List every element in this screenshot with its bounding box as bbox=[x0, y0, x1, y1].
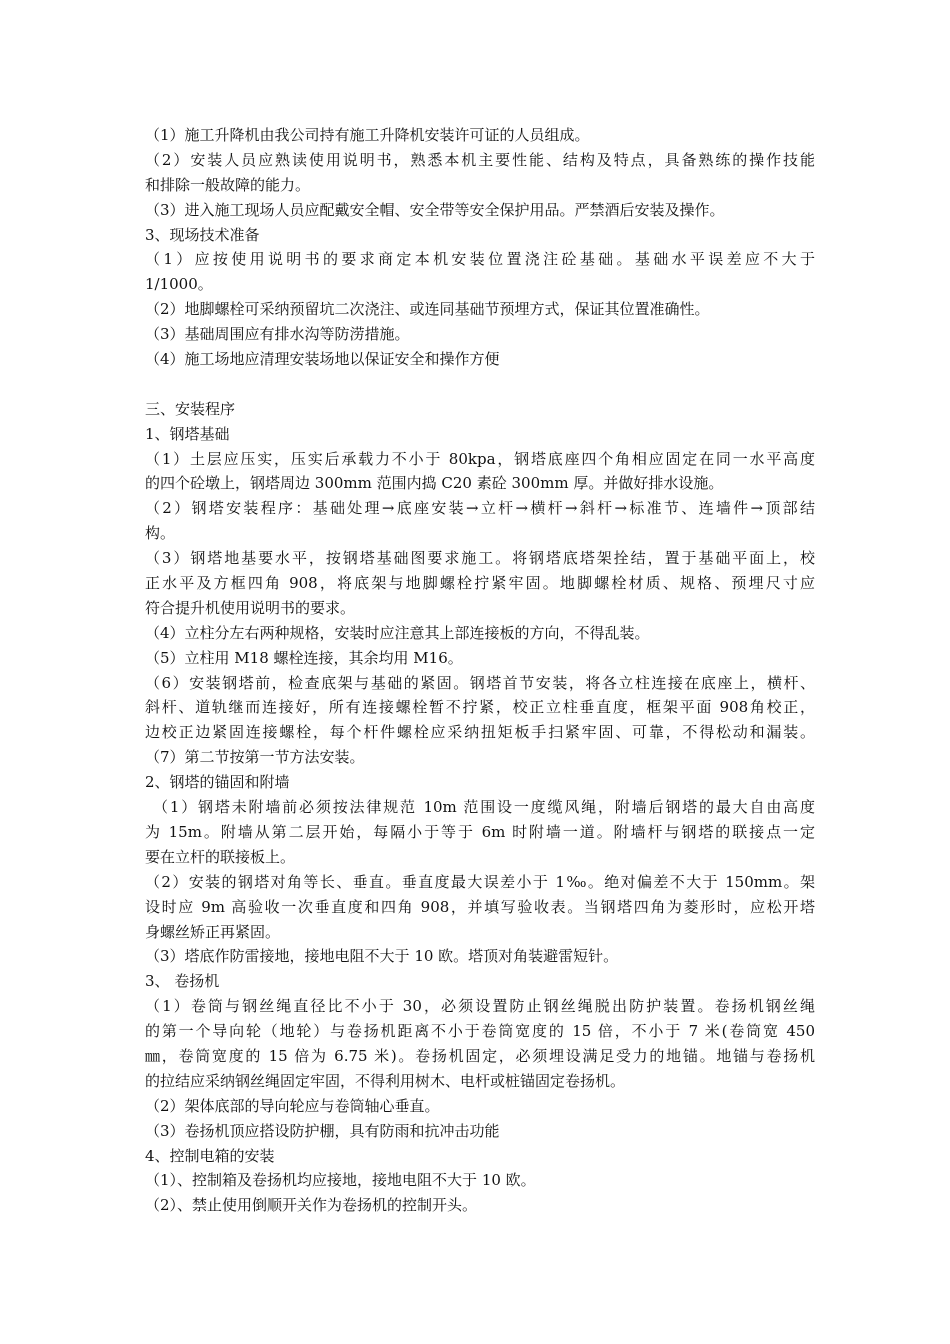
text-line: （3）塔底作防雷接地，接地电阻不大于 10 欧。塔顶对角装避雷短针。 bbox=[145, 947, 619, 966]
text-line: （7）第二节按第一节方法安装。 bbox=[145, 748, 365, 767]
text-line: 的四个砼墩上，钢塔周边 300mm 范围内捣 C20 素砼 300mm 厚。并做好排水设施。 bbox=[145, 474, 724, 493]
text-line: 2、钢塔的锚固和附墙 bbox=[145, 773, 290, 792]
text-line: （1）应按使用说明书的要求商定本机安装位置浇注砼基础。基础水平误差应不大于 bbox=[145, 250, 815, 269]
text-line: （5）立柱用 M18 螺栓连接，其余均用 M16。 bbox=[145, 648, 463, 667]
text-line: 正水平及方框四角 908，将底架与地脚螺栓拧紧牢固。地脚螺栓材质、规格、预埋尺寸应 bbox=[145, 574, 815, 593]
text-line: （1）、控制箱及卷扬机均应接地，接地电阻不大于 10 欧。 bbox=[145, 1171, 536, 1190]
text-line: 的拉结应采纳钢丝绳固定牢固，不得利用树木、电杆或桩锚固定卷扬机。 bbox=[145, 1071, 626, 1090]
text-line: 1、钢塔基础 bbox=[145, 424, 230, 443]
text-line: （3）基础周围应有排水沟等防涝措施。 bbox=[145, 325, 410, 344]
text-line: （6）安装钢塔前，检查底架与基础的紧固。钢塔首节安装，将各立柱连接在底座上，横杆、 bbox=[145, 673, 815, 692]
text-line: （2）、禁止使用倒顺开关作为卷扬机的控制开头。 bbox=[145, 1196, 478, 1215]
text-line: （2）架体底部的导向轮应与卷筒轴心垂直。 bbox=[145, 1096, 440, 1115]
text-line: （1）土层应压实，压实后承载力不小于 80kpa，钢塔底座四个角相应固定在同一水平高度 bbox=[145, 449, 815, 468]
text-line: （2）地脚螺栓可采纳预留坑二次浇注、或连同基础节预埋方式，保证其位置准确性。 bbox=[145, 300, 710, 319]
text-line: （3）卷扬机顶应搭设防护棚，具有防雨和抗冲击功能 bbox=[145, 1121, 500, 1140]
text-line: 三、安装程序 bbox=[145, 399, 236, 418]
text-line: 身螺丝矫正再紧固。 bbox=[145, 922, 281, 941]
text-line: （2）安装的钢塔对角等长、垂直。垂直度最大误差小于 1‰。绝对偏差不大于 150mm。架 bbox=[145, 872, 815, 891]
text-line: 斜杆、道轨继而连接好，所有连接螺栓暂不拧紧，校正立柱垂直度，框架平面 908角校正， bbox=[145, 698, 815, 717]
text-line: 为 15m。附墙从第二层开始，每隔小于等于 6m 时附墙一道。附墙杆与钢塔的联接点一定 bbox=[145, 822, 815, 841]
text-line: 要在立杆的联接板上。 bbox=[145, 847, 296, 866]
text-line: ㎜，卷筒宽度的 15 倍为 6.75 米)。卷扬机固定，必须埋设满足受力的地锚。地锚与卷扬机 bbox=[145, 1046, 815, 1065]
text-line: （4）立柱分左右两种规格，安装时应注意其上部连接板的方向，不得乱装。 bbox=[145, 623, 650, 642]
text-line: （1）钢塔未附墙前必须按法律规范 10m 范围设一度缆风绳，附墙后钢塔的最大自由高度 bbox=[153, 798, 815, 817]
text-line: （3）钢塔地基要水平，按钢塔基础图要求施工。将钢塔底塔架拴结，置于基础平面上，校 bbox=[145, 549, 815, 568]
text-line: 符合提升机使用说明书的要求。 bbox=[145, 598, 356, 617]
text-line: 3、现场技术准备 bbox=[145, 225, 260, 244]
text-line: （1）卷筒与钢丝绳直径比不小于 30，必须设置防止钢丝绳脱出防护装置。卷扬机钢丝绳 bbox=[145, 997, 815, 1016]
text-line: （2）钢塔安装程序：基础处理→底座安装→立杆→横杆→斜杆→标准节、连墙件→顶部结 bbox=[145, 499, 815, 518]
text-line: （3）进入施工现场人员应配戴安全帽、安全带等安全保护用品。严禁酒后安装及操作。 bbox=[145, 200, 725, 219]
text-line: （1）施工升降机由我公司持有施工升降机安装许可证的人员组成。 bbox=[145, 126, 590, 144]
text-line: 和排除一般故障的能力。 bbox=[145, 175, 311, 194]
text-line: 设时应 9m 高验收一次垂直度和四角 908，并填写验收表。当钢塔四角为菱形时，应松开塔 bbox=[145, 897, 815, 916]
text-line: 构。 bbox=[145, 524, 176, 543]
document-body bbox=[145, 123, 815, 1218]
text-line: 边校正边紧固连接螺栓，每个杆件螺栓应采纳扭矩板手扫紧牢固、可靠，不得松动和漏装。 bbox=[145, 723, 815, 742]
text-line: 4、控制电箱的安装 bbox=[145, 1146, 275, 1165]
text-line: （4）施工场地应清理安装场地以保证安全和操作方便 bbox=[145, 350, 500, 369]
blank-line bbox=[145, 372, 815, 397]
text-line: 的第一个导向轮（地轮）与卷扬机距离不小于卷筒宽度的 15 倍，不小于 7 米(卷筒宽 450 bbox=[145, 1022, 815, 1041]
text-line: 1/1000。 bbox=[145, 275, 213, 294]
text-line: （2）安装人员应熟读使用说明书，熟悉本机主要性能、结构及特点，具备熟练的操作技能 bbox=[145, 150, 815, 169]
text-line: 3、 卷扬机 bbox=[145, 972, 220, 991]
